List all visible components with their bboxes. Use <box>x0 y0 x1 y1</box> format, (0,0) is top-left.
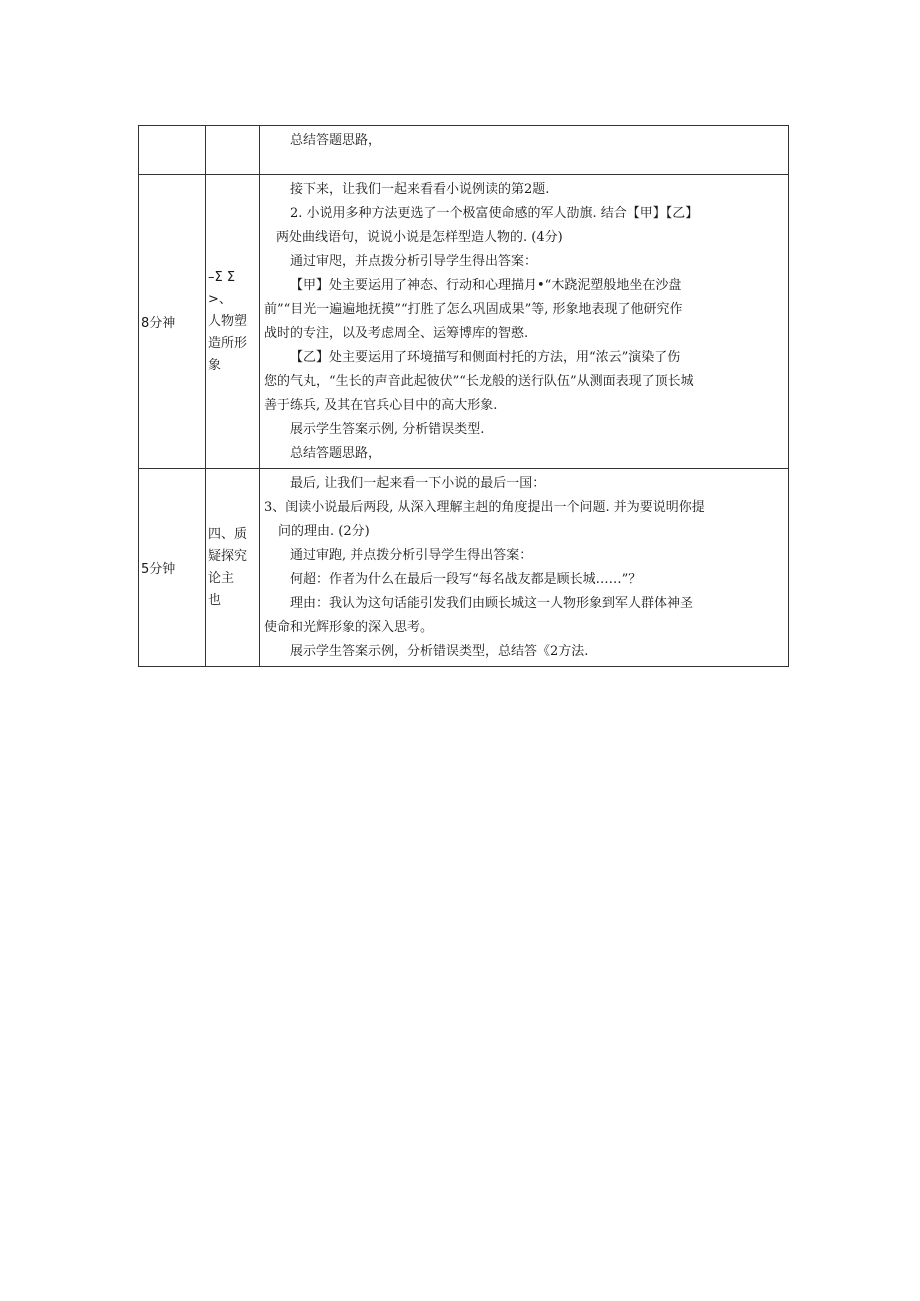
text-line: 您的气丸，“生长的声音此起彼伏”“长龙般的送行队伍”从测面表现了顶长城 <box>264 374 694 389</box>
text-line: 战时的专注，以及考虑周全、运筹博库的智憨. <box>264 326 529 341</box>
stage-line: 疑探究 <box>208 548 248 564</box>
text-line: 前”“目光一遍遍地抚摸”“打胜了怎么巩固成果”等, 形象地表现了他研究作 <box>264 302 683 317</box>
content-cell <box>260 175 789 469</box>
text-line: 展示学生答案示例，分析错误类型，总结答《2方法. <box>290 644 589 659</box>
stage-line: 论主 <box>208 570 235 586</box>
text-line: 总结答题思路， <box>290 446 382 461</box>
text-line: 通过审咫，并点拨分析引导学生得出答案： <box>290 254 538 269</box>
text-line: 【甲】处主要运用了神态、行动和心理描月•“木跷泥塑般地坐在沙盘 <box>290 278 682 293</box>
text-line: 3、闺读小说最后两段, 从深入理解主赳的角度提出一个问题. 并为要说明你提 <box>264 500 705 515</box>
time-cell: 8分神 <box>139 175 206 469</box>
text-line: 最后, 让我们一起来看一下小说的最后一国： <box>290 476 546 491</box>
stage-cell <box>206 469 260 667</box>
content-cell <box>260 469 789 667</box>
text-line: 接下来，让我们一起来看看小说例读的第2题. <box>290 182 550 197</box>
stage-line: >、 <box>208 291 232 307</box>
content-cell <box>260 126 789 175</box>
text-line: 使命和光辉形象的深入思考。 <box>264 620 434 635</box>
text-line: 【乙】处主要运用了环境描写和侧面村托的方法，用“浓云”演染了伤 <box>290 350 681 365</box>
table-row <box>139 175 789 469</box>
stage-cell <box>206 126 260 175</box>
text-line: 两处曲线语句，说说小说是怎样型造人物的. (4分) <box>276 230 563 245</box>
text-line: 展示学生答案示例, 分析错误类型. <box>290 422 485 437</box>
time-cell: 5分钟 <box>139 469 206 667</box>
stage-line: 人物塑 <box>208 313 248 329</box>
lesson-plan-table <box>138 125 789 667</box>
table-row <box>139 126 789 175</box>
text-line: 总结答题思路， <box>290 133 382 148</box>
text-line: 问的理由. (2分) <box>278 524 370 539</box>
stage-cell <box>206 175 260 469</box>
stage-line: 也 <box>208 592 222 608</box>
time-cell <box>139 126 206 175</box>
stage-line: 造所形 <box>208 335 248 351</box>
text-line: 何超：作者为什么在最后一段写“每名战友都是顾长城……”？ <box>290 572 642 587</box>
stage-line: 象 <box>208 357 222 373</box>
table-row <box>139 469 789 667</box>
text-line: 2. 小说用多种方法更选了一个极富使命感的军人劭旗. 结合【甲】【乙】 <box>290 206 699 221</box>
text-line: 善于练兵, 及其在官兵心目中的高大形象. <box>264 398 498 413</box>
text-line: 理由：我认为这句话能引发我们由顾长城这一人物形象到军人群体神圣 <box>290 596 694 611</box>
stage-line: 四、质 <box>208 526 248 542</box>
text-line: 通过审跑, 并点拨分析引导学生得出答案： <box>290 548 533 563</box>
stage-line: –Σ Σ <box>208 269 236 285</box>
